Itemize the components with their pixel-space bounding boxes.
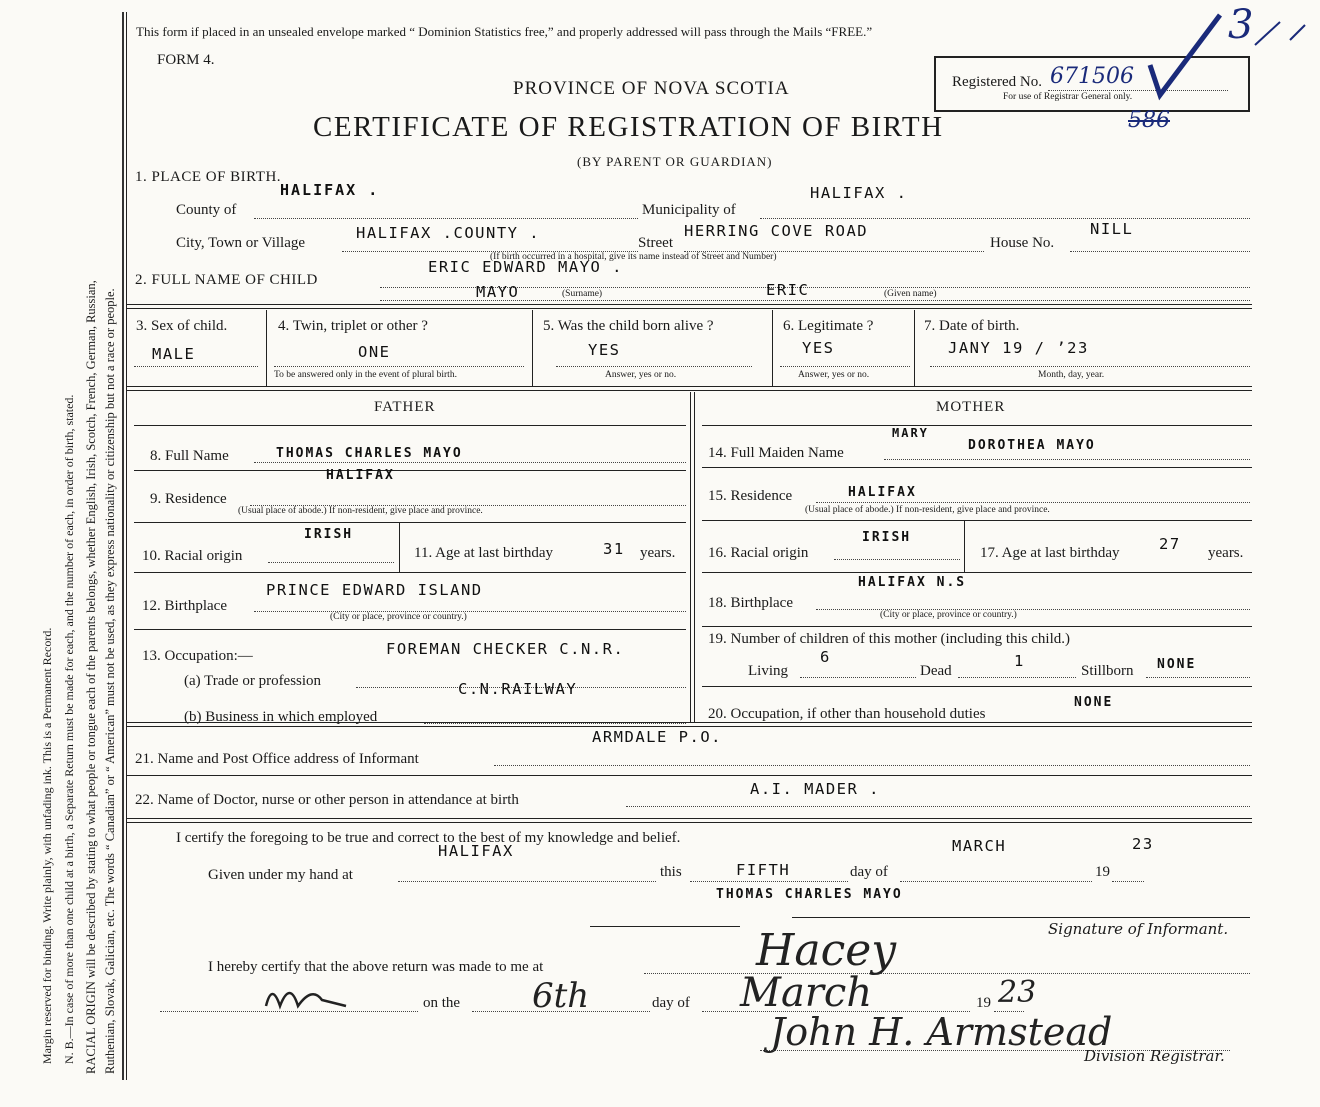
father-name-label: 8. Full Name: [150, 448, 229, 464]
rule-21: [126, 775, 1252, 776]
corner-mark: 3: [1228, 2, 1254, 48]
registrar-year-prefix: 19: [976, 995, 991, 1011]
informant-signature-label: Signature of Informant.: [1048, 920, 1229, 938]
father-race-line: [268, 562, 394, 563]
given-place-value: HALIFAX: [438, 842, 514, 860]
father-race-label: 10. Racial origin: [142, 548, 243, 564]
living-label: Living: [748, 663, 788, 679]
month-value: MARCH: [952, 837, 1007, 855]
child-full-name: ERIC EDWARD MAYO .: [428, 258, 623, 276]
mother-bp-label: 18. Birthplace: [708, 595, 793, 611]
father-rule-4: [134, 629, 686, 630]
mother-abode-note: (Usual place of abode.) If non-resident, give place and province.: [805, 505, 1050, 515]
registrar-year-hand: 23: [998, 975, 1037, 1010]
living-value: 6: [820, 648, 831, 666]
house-label: House No.: [990, 235, 1055, 251]
father-rule-2: [134, 522, 686, 523]
mother-age-label: 17. Age at last birthday: [980, 545, 1120, 561]
legit-value: YES: [802, 339, 835, 357]
informant-label: 21. Name and Post Office address of Informant: [135, 751, 419, 767]
father-res-value: HALIFAX: [326, 468, 395, 483]
mother-res-value: HALIFAX: [848, 485, 917, 500]
informant-signature-typed: THOMAS CHARLES MAYO: [716, 887, 903, 902]
given-name-label: (Given name): [884, 289, 937, 299]
mother-race-label: 16. Racial origin: [708, 545, 809, 561]
day-line: [690, 881, 848, 882]
crossed-number: 586: [1128, 108, 1170, 133]
father-heading: FATHER: [374, 399, 436, 415]
county-label: County of: [176, 202, 237, 218]
father-bp-line: [254, 611, 686, 612]
street-value: HERRING COVE ROAD: [684, 222, 869, 240]
registrar-note: For use of Registrar General only.: [1003, 92, 1133, 102]
given-under-hand-label: Given under my hand at: [208, 867, 353, 883]
county-line: [254, 218, 638, 219]
mother-rule-2: [702, 520, 1252, 521]
father-race-divider: [399, 522, 400, 572]
registrar-initial-mark-icon: [262, 976, 352, 1016]
mother-heading-rule: [702, 425, 1252, 426]
municipality-label: Municipality of: [642, 202, 736, 218]
mother-race-value: IRISH: [862, 530, 912, 545]
mother-res-line: [816, 502, 1250, 503]
informant-signature-line: [792, 917, 1250, 918]
father-rule-1: [134, 470, 686, 471]
informant-value: ARMDALE P.O.: [592, 728, 722, 746]
row3-div-4: [914, 310, 915, 386]
year-value: 23: [1132, 835, 1154, 853]
mail-notice: This form if placed in an unsealed envelope marked “ Dominion Statistics free,” and properly addressed will pass through the Mails “FREE.”: [136, 24, 873, 39]
sex-label: 3. Sex of child.: [136, 318, 228, 334]
place-of-birth-label: 1. PLACE OF BIRTH.: [135, 169, 282, 185]
dead-label: Dead: [920, 663, 952, 679]
mother-age-value: 27: [1159, 535, 1181, 553]
father-bp-value: PRINCE EDWARD ISLAND: [266, 581, 483, 599]
father-trade-value: C.N.RAILWAY: [458, 680, 578, 698]
mother-name-value: DOROTHEA MAYO: [968, 438, 1096, 453]
father-years: years.: [640, 545, 676, 561]
father-occ-value: FOREMAN CHECKER C.N.R.: [386, 640, 625, 658]
county-value: HALIFAX .: [280, 181, 380, 199]
registrar-place-hand: Hacey: [756, 925, 897, 976]
dead-value: 1: [1014, 652, 1025, 670]
rule-after-name: [126, 304, 1252, 309]
certificate-subtitle: (BY PARENT OR GUARDIAN): [577, 154, 773, 169]
registrar-day-of-label: day of: [652, 995, 690, 1011]
street-label: Street: [638, 235, 673, 251]
margin-rule: [122, 12, 124, 1080]
father-bp-note: (City or place, province or country.): [330, 612, 467, 622]
mother-children-label: 19. Number of children of this mother (including this child.): [708, 631, 1071, 647]
registered-label: Registered No.: [952, 74, 1042, 90]
certify-text: I certify the foregoing to be true and correct to the best of my knowledge and belief.: [176, 830, 681, 846]
mother-rule-4: [702, 626, 1252, 627]
father-business-label: (b) Business in which employed: [184, 709, 378, 725]
this-label: this: [660, 864, 682, 880]
child-sub-line: [380, 300, 1250, 301]
dob-line: [930, 366, 1250, 367]
doctor-label: 22. Name of Doctor, nurse or other person in attendance at birth: [135, 792, 519, 808]
alive-value: YES: [588, 341, 621, 359]
center-short-rule: [590, 926, 740, 927]
mother-occ-value: NONE: [1074, 695, 1114, 710]
margin-note-3: RACIAL ORIGIN will be described by stating to what people or tongue each of the parents belongs, whether English, Irish, Scotch, French, German, Russian,: [84, 280, 98, 1074]
informant-line: [494, 765, 1250, 766]
child-given-name: ERIC: [766, 281, 810, 299]
doctor-value: A.I. MADER .: [750, 780, 880, 798]
mother-name-first: MARY: [892, 426, 929, 440]
living-line: [800, 677, 916, 678]
city-label: City, Town or Village: [176, 235, 306, 251]
on-the-label: on the: [423, 995, 461, 1011]
margin-note-1: Margin reserved for binding. Write plainly, with unfading ink. This is a Permanent Record.: [40, 627, 54, 1064]
mother-rule-5: [702, 686, 1252, 687]
house-line: [1070, 251, 1250, 252]
form-number: FORM 4.: [157, 52, 215, 68]
father-age-label: 11. Age at last birthday: [414, 545, 553, 561]
father-bp-label: 12. Birthplace: [142, 598, 227, 614]
surname-label: (Surname): [562, 289, 603, 299]
mother-bp-value: HALIFAX N.S: [858, 575, 967, 590]
stillborn-line: [1146, 677, 1250, 678]
alive-note: Answer, yes or no.: [605, 370, 677, 380]
registrar-day-hand: 6th: [532, 976, 590, 1016]
certificate-title: CERTIFICATE OF REGISTRATION OF BIRTH: [313, 111, 944, 143]
twin-label: 4. Twin, triplet or other ?: [278, 318, 428, 334]
stillborn-value: NONE: [1157, 657, 1197, 672]
given-place-line: [398, 881, 656, 882]
legit-note: Answer, yes or no.: [798, 370, 870, 380]
dob-note: Month, day, year.: [1038, 370, 1105, 380]
father-name-value: THOMAS CHARLES MAYO: [276, 446, 463, 461]
parents-divider-b: [694, 392, 695, 722]
margin-rule-inner: [126, 12, 127, 1080]
sex-line: [134, 366, 258, 367]
registrar-signature-hand: John H. Armstead: [770, 1010, 1113, 1054]
mother-name-line: [884, 459, 1250, 460]
rule-after-row3: [126, 386, 1252, 391]
row3-div-3: [772, 310, 773, 386]
year-prefix: 19: [1095, 864, 1110, 880]
year-line: [1112, 881, 1144, 882]
father-abode-note: (Usual place of abode.) If non-resident, give place and province.: [238, 506, 483, 516]
father-name-line: [254, 462, 686, 463]
father-rule-3: [134, 572, 686, 573]
dob-value: JANY 19 / ’23: [948, 339, 1089, 357]
mother-occ-label: 20. Occupation, if other than household duties: [708, 706, 986, 722]
sex-value: MALE: [152, 345, 196, 363]
rule-after-parents: [126, 722, 1252, 727]
registrar-signature-label: Division Registrar.: [1084, 1047, 1225, 1065]
twin-note: To be answered only in the event of plural birth.: [274, 370, 457, 380]
twin-value: ONE: [358, 343, 391, 361]
month-line: [900, 881, 1092, 882]
mother-race-divider: [964, 520, 965, 572]
city-value: HALIFAX .COUNTY .: [356, 224, 541, 242]
alive-line: [556, 366, 752, 367]
registrar-place-line: [644, 973, 1250, 974]
municipality-value: HALIFAX .: [810, 184, 908, 202]
check-mark-icon: [1140, 10, 1320, 110]
row3-div-2: [532, 310, 533, 386]
child-name-label: 2. FULL NAME OF CHILD: [135, 272, 318, 288]
municipality-line: [760, 218, 1250, 219]
registrar-month-hand: March: [740, 970, 873, 1016]
province-heading: PROVINCE OF NOVA SCOTIA: [513, 78, 790, 99]
registered-number: 671506: [1050, 64, 1134, 89]
dead-line: [958, 677, 1076, 678]
legit-line: [780, 366, 910, 367]
father-res-label: 9. Residence: [150, 491, 227, 507]
hospital-note: (If birth occurred in a hospital, give its name instead of Street and Number): [490, 252, 777, 262]
row3-div-1: [266, 310, 267, 386]
doctor-line: [626, 806, 1250, 807]
father-age-value: 31: [603, 540, 625, 558]
twin-line: [274, 366, 524, 367]
legit-label: 6. Legitimate ?: [783, 318, 874, 334]
dob-label: 7. Date of birth.: [924, 318, 1020, 334]
mother-bp-note: (City or place, province or country.): [880, 610, 1017, 620]
margin-note-2: N. B.—In case of more than one child at a birth, a Separate Return must be made for each, and the number of each, in order of birth, stated.: [62, 394, 76, 1064]
house-value: NILL: [1090, 220, 1134, 238]
day-value: FIFTH: [736, 861, 791, 879]
stillborn-label: Stillborn: [1081, 663, 1134, 679]
mother-race-line: [834, 559, 960, 560]
father-occ-label: 13. Occupation:—: [142, 648, 253, 664]
mother-heading: MOTHER: [936, 399, 1006, 415]
rule-after-doctor: [126, 818, 1252, 823]
father-trade-label: (a) Trade or profession: [184, 673, 322, 689]
registrar-text: I hereby certify that the above return was made to me at: [208, 959, 544, 975]
father-race-value: IRISH: [304, 527, 354, 542]
father-heading-rule: [134, 425, 686, 426]
mother-name-label: 14. Full Maiden Name: [708, 445, 844, 461]
parents-divider-a: [690, 392, 691, 722]
mother-rule-1: [702, 467, 1252, 468]
day-of-label: day of: [850, 864, 888, 880]
mother-rule-3: [702, 572, 1252, 573]
mother-years: years.: [1208, 545, 1244, 561]
mother-res-label: 15. Residence: [708, 488, 793, 504]
child-surname: MAYO: [476, 283, 520, 301]
alive-label: 5. Was the child born alive ?: [543, 318, 714, 334]
margin-note-4: Ruthenian, Slovak, Galician, etc. The words “ Canadian” or “ American” must not be used, as they express nationality or citizenship but not a race or people.: [103, 288, 117, 1074]
